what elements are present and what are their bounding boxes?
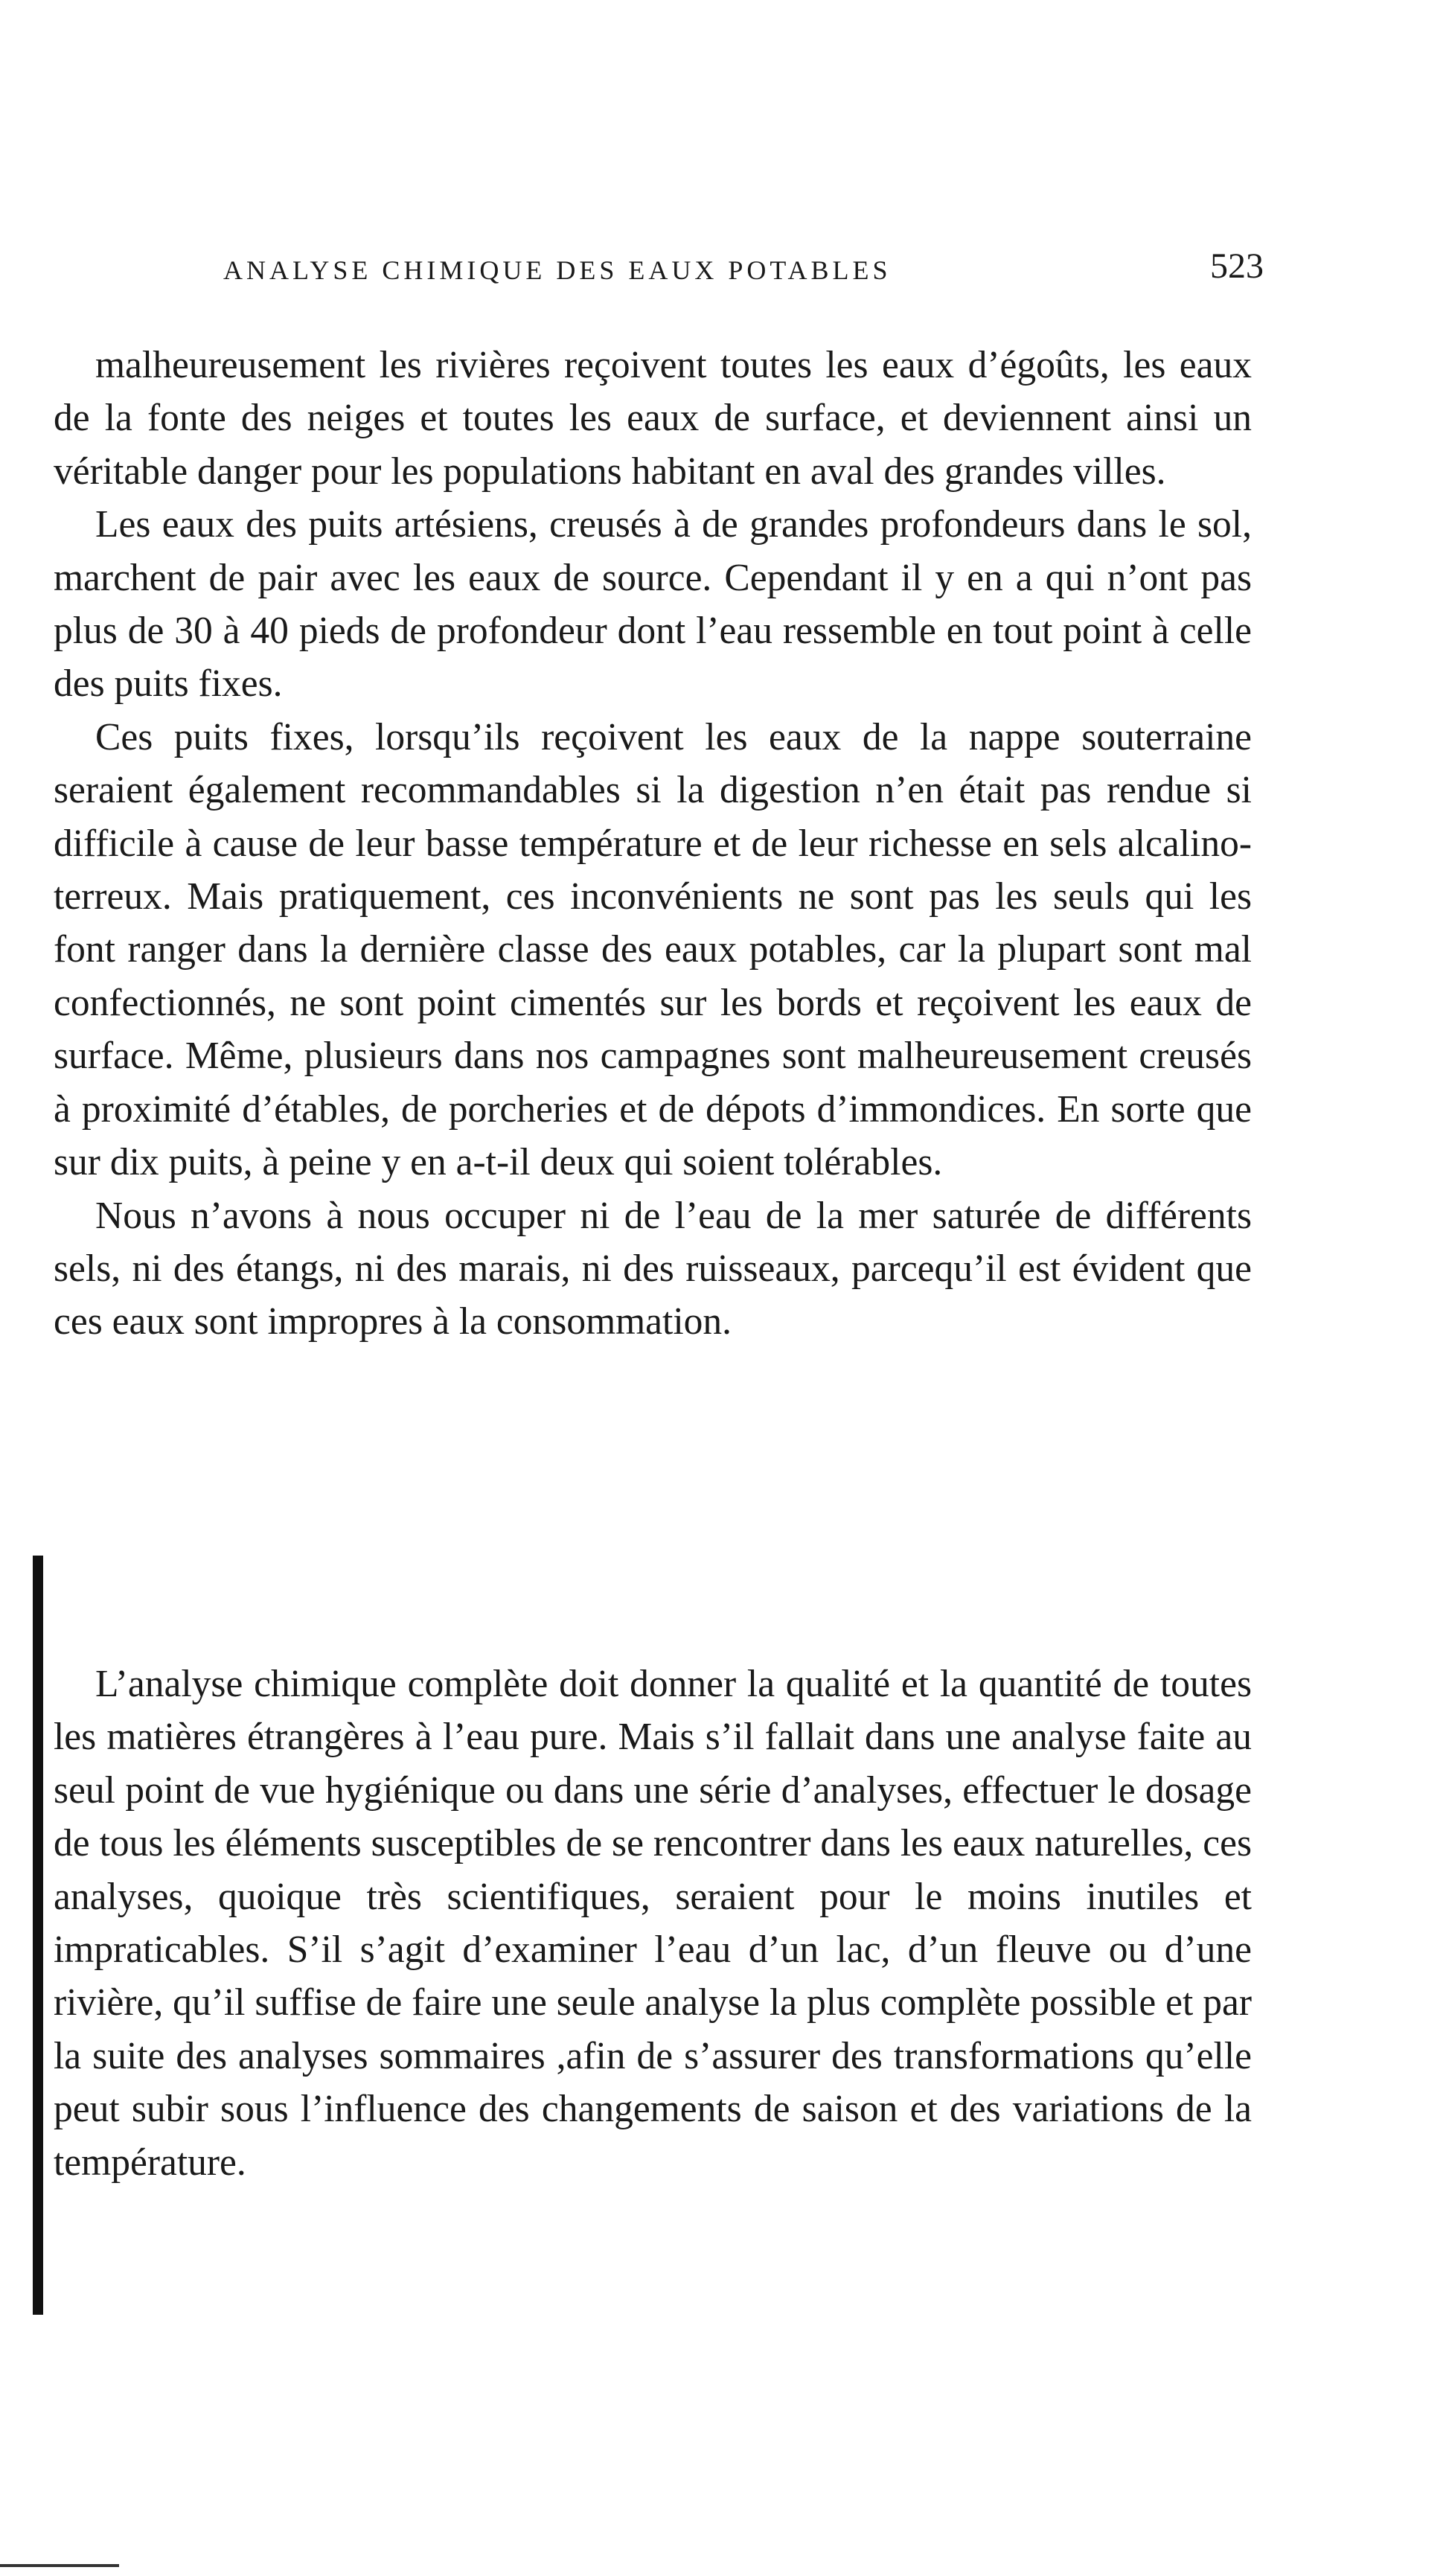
section-body-1: [54, 339, 1252, 1349]
paragraph-3: Ces puits fixes, lorsqu’ils reçoivent les eaux de la nappe souterraine seraient également recommandables si la digestion n’en était pas rendue si difficile à cause de leur basse température et de leur richesse en sels alcalino-terreux. Mais pratiquement, ces inconvénients ne sont pas les seuls qui les font ranger dans la dernière classe des eaux potables, car la plupart sont mal confectionnés, ne sont point cimentés sur les bords et reçoivent les eaux de surface. Même, plusieurs dans nos campagnes sont malheureusement creusés à proximité d’étables, de porcheries et de dépots d’immondices. En sorte que sur dix puits, à peine y en a-t-il deux qui soient tolérables.: [54, 715, 1252, 1184]
footer-rule: [0, 2564, 119, 2567]
paragraph-4: Nous n’avons à nous occuper ni de l’eau de la mer saturée de différents sels, ni des étangs, ni des marais, ni des ruisseaux, parcequ’il est évident que ces eaux sont impropres à la consommation.: [54, 1194, 1252, 1343]
running-title: ANALYSE CHIMIQUE DES EAUX POTABLES: [223, 255, 892, 285]
paragraph-2: Les eaux des puits artésiens, creusés à de grandes profondeurs dans le sol, marchent de pair avec les eaux de source. Cependant il y en a qui n’ont pas plus de 30 à 40 pieds de profondeur dont l’eau ressemble en tout point à celle des puits fixes.: [54, 503, 1252, 706]
margin-marker-bar: [33, 1556, 43, 2315]
section-body-2: [54, 1658, 1252, 2189]
page-number: 523: [1210, 246, 1264, 286]
paragraph-1: malheureusement les rivières reçoivent toutes les eaux d’égoûts, les eaux de la fonte des neiges et toutes les eaux de surface, et deviennent ainsi un véritable danger pour les populations habitant en aval des grandes villes.: [54, 344, 1252, 493]
paragraph-5: L’analyse chimique complète doit donner la qualité et la quantité de toutes les matières étrangères à l’eau pure. Mais s’il fallait dans une analyse faite au seul point de vue hygiénique ou dans une série d’analyses, effectuer le dosage de tous les éléments susceptibles de se rencontrer dans les eaux naturelles, ces analyses, quoique très scientifiques, seraient pour le moins inutiles et impraticables. S’il s’agit d’examiner l’eau d’un lac, d’un fleuve ou d’une rivière, qu’il suffise de faire une seule analyse la plus complète possible et par la suite des analyses sommaires ,afin de s’assurer des transformations qu’elle peut subir sous l’influence des changements de saison et des variations de la température.: [54, 1663, 1252, 2184]
